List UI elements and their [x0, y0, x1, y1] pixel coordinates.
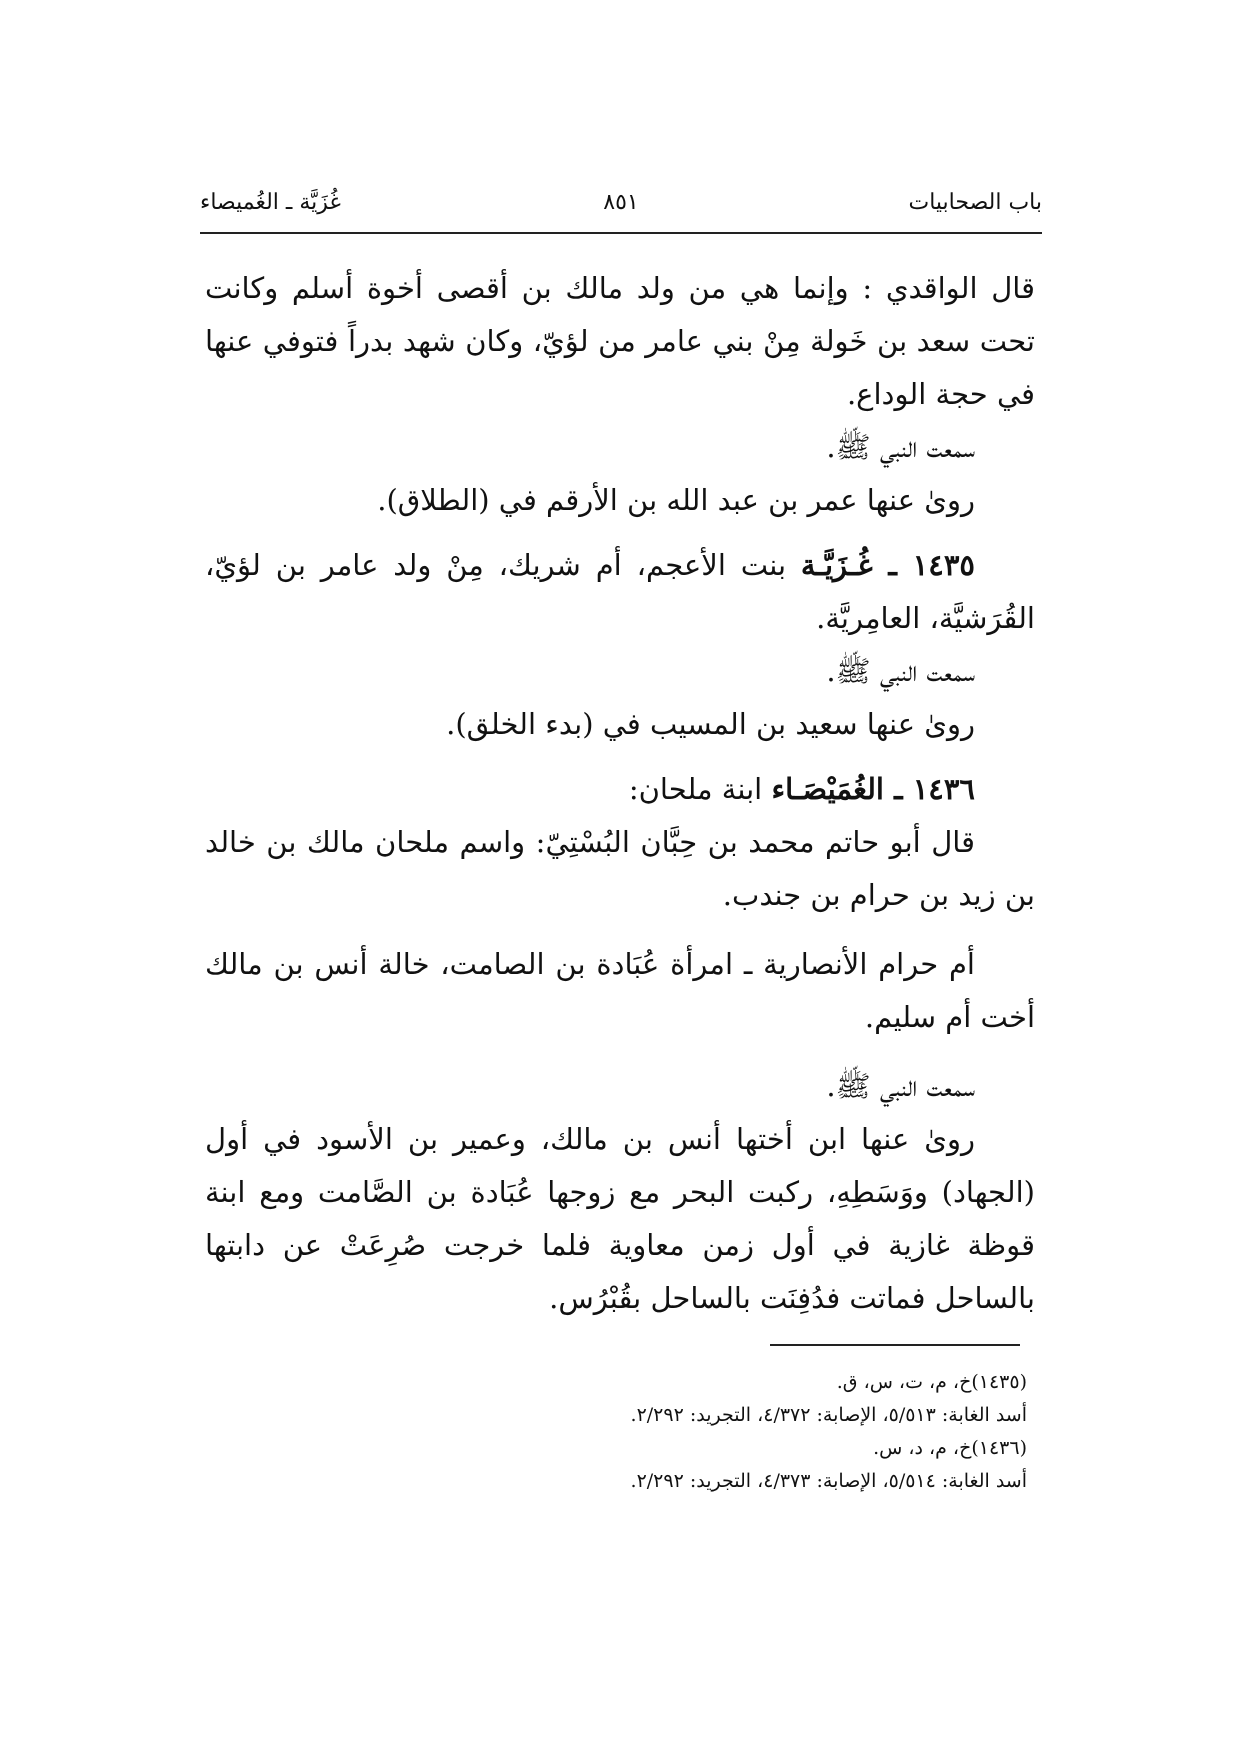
entry-name: الغُمَيْصَـاء — [771, 772, 884, 806]
entry-separator: ـ — [883, 772, 913, 806]
header-rule — [200, 232, 1042, 234]
entry-number: ١٤٣٦ — [912, 772, 975, 806]
footnote-rule — [770, 1344, 1020, 1346]
paragraph-heard-prophet: سمعت النبي ﷺ. — [826, 430, 975, 464]
entry-name: غُـزَيَّـة — [800, 548, 873, 582]
running-header — [200, 188, 1042, 228]
paragraph-heard-prophet: سمعت النبي ﷺ. — [826, 654, 975, 688]
entry-1436 — [205, 763, 1035, 816]
entry-separator: ـ — [872, 548, 913, 582]
footnote-line: أسد الغابة: ٥/٥١٣، الإصابة: ٤/٣٧٢، التجريد: ٢/٢٩٢. — [630, 1404, 1027, 1426]
page-number: ٨٥١ — [603, 190, 639, 215]
paragraph-heard-prophet: سمعت النبي ﷺ. — [826, 1069, 975, 1103]
paragraph-narrator: روىٰ عنها عمر بن عبد الله بن الأرقم في (الطلاق). — [377, 483, 975, 517]
paragraph-umm-haram: أم حرام الأنصارية ـ امرأة عُبَادة بن الصامت، خالة أنس بن مالك أخت أم سليم. — [205, 947, 1035, 1034]
paragraph-waqidi: قال الواقدي : وإنما هي من ولد مالك بن أقصى أخوة أسلم وكانت تحت سعد بن خَولة مِنْ بني عامر من لؤيّ، وكان شهد بدراً فتوفي عنها في حجة الوداع. — [205, 271, 1035, 411]
footnote-line: (١٤٣٦)خ، م، د، س. — [873, 1437, 1027, 1459]
paragraph-narrator: روىٰ عنها سعيد بن المسيب في (بدء الخلق). — [446, 707, 975, 741]
header-entry-range: غُزَيَّة ـ الغُميصاء — [200, 190, 341, 215]
footnote-line: أسد الغابة: ٥/٥١٤، الإصابة: ٤/٣٧٣، التجريد: ٢/٢٩٢. — [630, 1470, 1027, 1492]
entry-description: بنت الأعجم، أم شريك، مِنْ ولد عامر بن لؤيّ، القُرَشيَّة، العامِريَّة. — [205, 548, 1035, 635]
entry-description: ابنة ملحان: — [628, 772, 772, 806]
entry-number: ١٤٣٥ — [912, 548, 975, 582]
entry-1435 — [205, 539, 1035, 645]
paragraph-narrators-story: روىٰ عنها ابن أختها أنس بن مالك، وعمير بن الأسود في أول (الجهاد) ووَسَطِهِ، ركبت البحر مع زوجها عُبَادة بن الصَّامت ومع ابنة قوظة غازية في أول زمن معاوية فلما خرجت صُرِعَتْ عن دابتها بالساحل فماتت فدُفِنَت بالساحل بقُبْرُس. — [205, 1122, 1035, 1315]
footnote-line: (١٤٣٥)خ، م، ت، س، ق. — [836, 1371, 1027, 1393]
main-text — [205, 262, 1035, 1325]
paragraph-ibn-hibban: قال أبو حاتم محمد بن حِبَّان البُسْتِيّ: واسم ملحان مالك بن خالد بن زيد بن حرام بن جندب. — [205, 825, 1035, 912]
header-chapter-title: باب الصحابيات — [908, 190, 1042, 215]
footnotes — [205, 1366, 1035, 1498]
